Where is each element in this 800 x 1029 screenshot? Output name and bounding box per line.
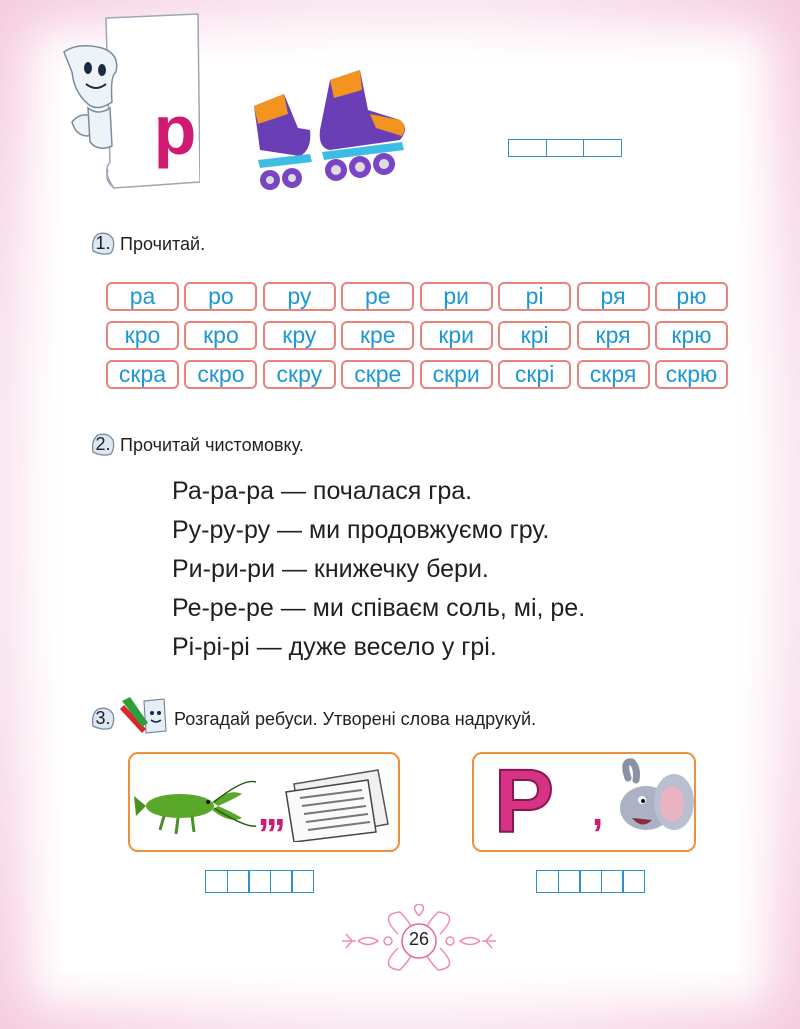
syllable-cell: крю: [655, 321, 728, 350]
syllable-cell: скро: [184, 360, 257, 389]
answer-cell[interactable]: [558, 870, 581, 893]
syllable-cell: кри: [420, 321, 493, 350]
syllable-cell: ра: [106, 282, 179, 311]
answer-cell[interactable]: [291, 870, 314, 893]
exercise-number-badge: [90, 706, 116, 732]
syllable-cell: скрю: [655, 360, 728, 389]
rebus-2-answer-boxes[interactable]: [536, 870, 645, 893]
rebus-card-2: [472, 752, 696, 852]
rebus-1-answer-boxes[interactable]: [205, 870, 314, 893]
syllable-cell: кро: [184, 321, 257, 350]
syllable-cell: ре: [341, 282, 414, 311]
exercise-3-header: [90, 703, 536, 735]
syllable-cell: скре: [341, 360, 414, 389]
syllable-cell: скря: [577, 360, 650, 389]
syllable-cell: кру: [263, 321, 336, 350]
answer-cell[interactable]: [583, 139, 622, 157]
exercise-title: Прочитай чистомовку.: [120, 434, 304, 455]
syllable-row: [106, 360, 728, 389]
syllable-row: [106, 282, 728, 311]
exercise-title: Прочитай.: [120, 233, 206, 254]
exercise-1-header: [90, 231, 205, 257]
newspaper-icon: [280, 766, 392, 842]
answer-cell[interactable]: [536, 870, 559, 893]
syllable-cell: кро: [106, 321, 179, 350]
syllable-cell: рі: [498, 282, 571, 311]
tongue-twister-poem: [172, 472, 585, 667]
poem-line: Ре-ре-ре — ми співаєм соль, мі, ре.: [172, 594, 586, 622]
exercise-title: Розгадай ребуси. Утворені слова надрукуй.: [174, 708, 537, 729]
syllable-cell: скру: [263, 360, 336, 389]
syllable-row: [106, 321, 728, 350]
syllable-cell: скра: [106, 360, 179, 389]
exercise-number-badge: [90, 432, 116, 458]
answer-cell[interactable]: [546, 139, 585, 157]
exercise-number: 2.: [95, 434, 111, 454]
syllable-cell: ри: [420, 282, 493, 311]
syllable-cell: рю: [655, 282, 728, 311]
word-answer-boxes[interactable]: [508, 139, 622, 157]
elephant-icon: [608, 758, 696, 848]
exercise-number-badge: [90, 231, 116, 257]
letter-r: р: [153, 91, 197, 169]
page-number: 26: [408, 929, 430, 949]
answer-cell[interactable]: [227, 870, 250, 893]
syllable-cell: ря: [577, 282, 650, 311]
roller-skates-icon: [250, 10, 435, 195]
exercise-number: 1.: [95, 233, 111, 253]
syllable-cell: скрі: [498, 360, 571, 389]
syllable-cell: кре: [341, 321, 414, 350]
answer-cell[interactable]: [622, 870, 645, 893]
answer-cell[interactable]: [579, 870, 602, 893]
syllable-table: [106, 282, 728, 399]
syllable-cell: скри: [420, 360, 493, 389]
syllable-cell: ру: [263, 282, 336, 311]
syllable-cell: ро: [184, 282, 257, 311]
crayfish-icon: [134, 768, 258, 840]
exercise-2-header: [90, 432, 304, 458]
syllable-cell: кря: [577, 321, 650, 350]
answer-cell[interactable]: [601, 870, 624, 893]
rebus-card-1: [128, 752, 400, 852]
exercise-number: 3.: [95, 708, 111, 728]
poem-line: Ри-ри-ри — книжечку бери.: [172, 555, 489, 583]
answer-cell[interactable]: [270, 870, 293, 893]
rebus-letter: Р: [494, 752, 555, 852]
poem-line: Ра-ра-ра — почалася гра.: [172, 477, 473, 505]
rebus-comma: ,: [592, 790, 604, 834]
answer-cell[interactable]: [508, 139, 547, 157]
answer-cell[interactable]: [205, 870, 228, 893]
pencil-mascot-icon: [120, 697, 170, 735]
answer-cell[interactable]: [248, 870, 271, 893]
rebus-commas: ,,,: [258, 790, 283, 834]
poem-line: Ру-ру-ру — ми продовжуємо гру.: [172, 516, 550, 544]
poem-line: Рі-рі-рі — дуже весело у грі.: [172, 633, 497, 661]
syllable-cell: крі: [498, 321, 571, 350]
